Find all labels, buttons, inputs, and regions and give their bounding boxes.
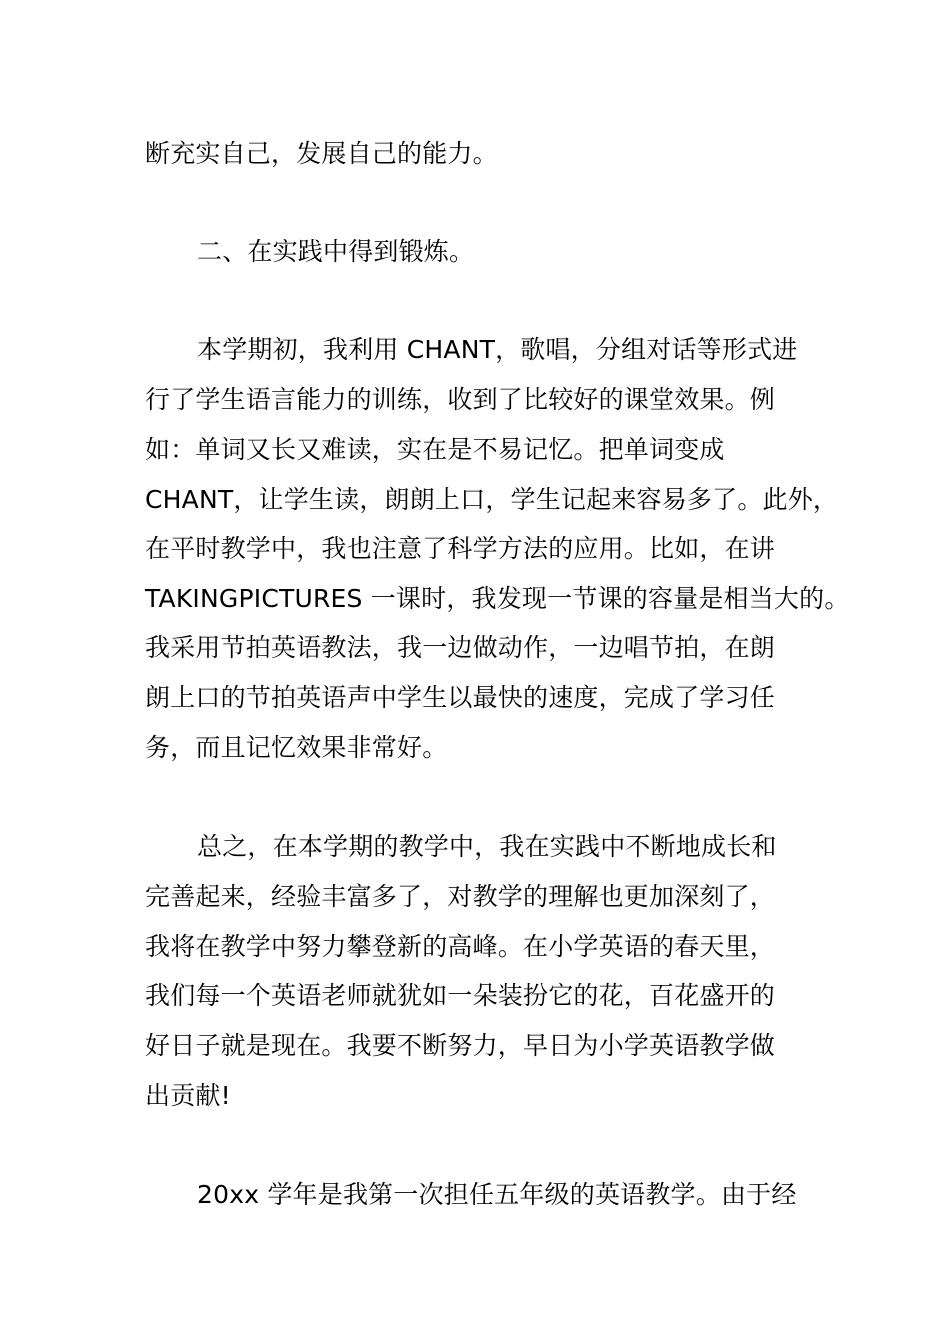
paragraph-3-line-2: 行了学生语言能力的训练，收到了比较好的课堂效果。例 <box>145 385 776 414</box>
paragraph-3-line-1: 本学期初，我利用 CHANT，歌唱，分组对话等形式进 <box>197 335 798 364</box>
paragraph-4-line-5: 好日子就是现在。我要不断努力，早日为小学英语教学做 <box>145 1031 776 1060</box>
paragraph-4-line-6: 出贡献! <box>145 1081 231 1110</box>
paragraph-3-line-8: 朗上口的节拍英语声中学生以最快的速度，完成了学习任 <box>145 683 776 712</box>
paragraph-4-line-2: 完善起来，经验丰富多了，对教学的理解也更加深刻了， <box>145 882 776 911</box>
paragraph-3-line-4: CHANT，让学生读，朗朗上口，学生记起来容易多了。此外， <box>145 485 839 514</box>
paragraph-4-line-4: 我们每一个英语老师就犹如一朵装扮它的花，百花盛开的 <box>145 981 776 1010</box>
paragraph-1-line-1: 断充实自己，发展自己的能力。 <box>145 139 498 168</box>
paragraph-4-line-1: 总之，在本学期的教学中，我在实践中不断地成长和 <box>197 832 777 861</box>
paragraph-3-line-6: TAKINGPICTURES 一课时，我发现一节课的容量是相当大的。 <box>145 584 850 613</box>
section-heading-line: 二、在实践中得到锻炼。 <box>197 237 475 266</box>
paragraph-3-line-7: 我采用节拍英语教法，我一边做动作，一边唱节拍，在朗 <box>145 633 776 662</box>
paragraph-3-line-3: 如：单词又长又难读，实在是不易记忆。把单词变成 <box>145 435 725 464</box>
paragraph-3-line-9: 务，而且记忆效果非常好。 <box>145 733 448 762</box>
paragraph-3-line-5: 在平时教学中，我也注意了科学方法的应用。比如，在讲 <box>145 534 776 563</box>
paragraph-4-line-3: 我将在教学中努力攀登新的高峰。在小学英语的春天里， <box>145 932 776 961</box>
paragraph-5-line-1: 20xx 学年是我第一次担任五年级的英语教学。由于经 <box>197 1180 797 1209</box>
